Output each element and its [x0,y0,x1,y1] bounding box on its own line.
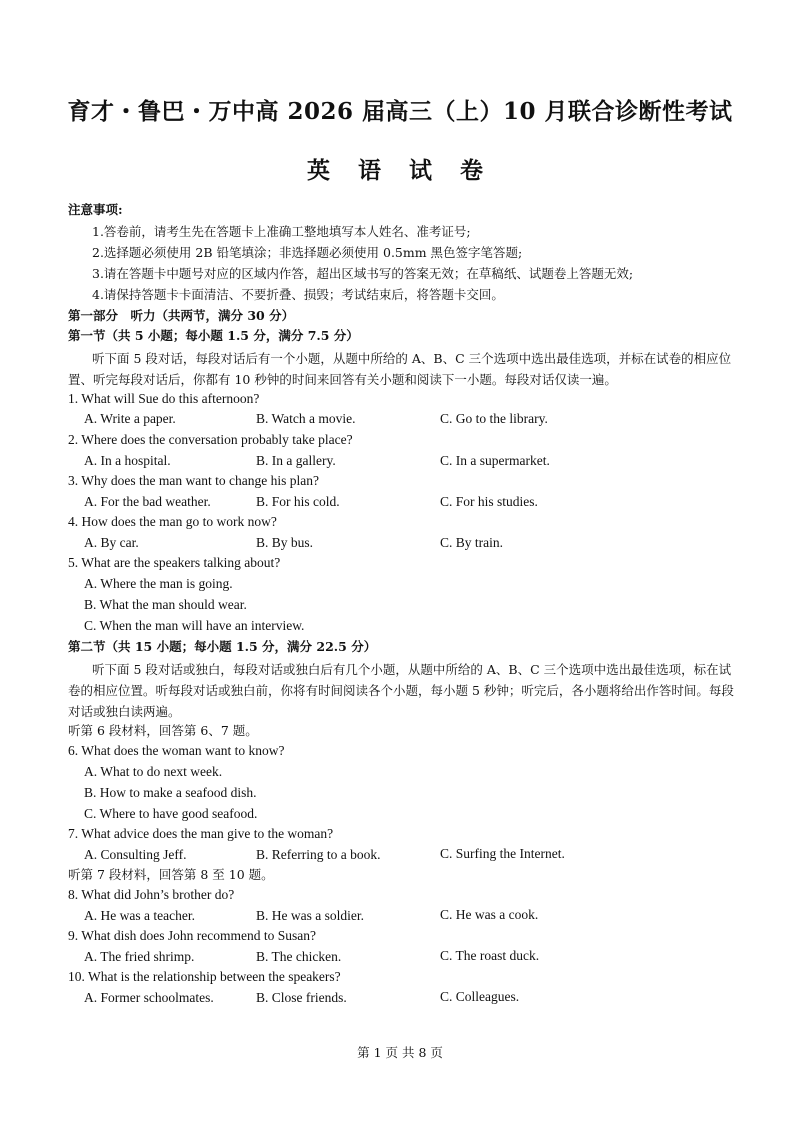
option-c: C. In a supermarket. [440,453,550,468]
option-c: C. The roast duck. [440,948,540,963]
option-a: A. Where the man is going. [84,576,233,591]
option-c: C. When the man will have an interview. [84,618,305,633]
option-a: A. He was a teacher. [84,908,195,923]
question-stem: 1. What will Sue do this afternoon? [68,391,260,406]
section1-instructions: 听下面 5 段对话，每段对话后有一个小题，从题中所给的 A、B、C 三个选项中选出最佳选项，并标在试卷的相应位置、听完每段对话后，你都有 10 秒钟的时间来回答有关小题和阅读下一小题。每段对话仅读一遍。 [68,351,732,387]
question-stem: 8. What did John’s brother do? [68,887,235,902]
option-b: B. In a gallery. [256,453,336,468]
notice-item: 4.请保持答题卡卡面清洁、不要折叠、损毁；考试结束后，将答题卡交回。 [92,287,504,302]
question-stem: 2. Where does the conversation probably take place? [68,432,353,447]
option-c: C. Go to the library. [440,411,548,426]
option-b: B. What the man should wear. [84,597,247,612]
material-note: 听第 7 段材料，回答第 8 至 10 题。 [68,867,274,882]
option-a: A. What to do next week. [84,764,223,779]
notice-item: 1.答卷前，请考生先在答题卡上准确工整地填写本人姓名、准考证号; [92,224,471,239]
notice-item: 3.请在答题卡中题号对应的区域内作答，超出区域书写的答案无效；在草稿纸、试题卷上答题无效; [92,266,634,281]
option-c: C. Where to have good seafood. [84,806,258,821]
option-b: B. The chicken. [256,949,342,964]
option-b: B. Close friends. [256,990,347,1005]
option-a: A. In a hospital. [84,453,171,468]
option-b: B. He was a soldier. [256,908,364,923]
option-c: C. He was a cook. [440,907,539,922]
notice-heading: 注意事项: [68,202,123,217]
option-b: B. For his cold. [256,494,340,509]
part1-heading: 第一部分 听力（共两节，满分 30 分） [68,308,295,323]
option-c: C. For his studies. [440,494,538,509]
option-a: A. For the bad weather. [84,494,211,509]
question-stem: 7. What advice does the man give to the woman? [68,826,334,841]
option-b: B. How to make a seafood dish. [84,785,257,800]
exam-title: 育才・鲁巴・万中高 2026 届高三（上）10 月联合诊断性考试 [67,98,733,125]
option-c: C. Colleagues. [440,989,520,1004]
question-stem: 3. Why does the man want to change his plan? [68,473,319,488]
exam-subtitle: 英 语 试 卷 [306,157,494,184]
question-stem: 9. What dish does John recommend to Susan? [68,928,316,943]
option-b: B. Referring to a book. [256,847,381,862]
question-stem: 5. What are the speakers talking about? [68,555,281,570]
section2-instructions: 听下面 5 段对话或独白，每段对话或独白后有几个小题，从题中所给的 A、B、C 三个选项中选出最佳选项，标在试卷的相应位置。听每段对话或独白前，你将有时间阅读各个小题，每小题 5 秒钟；听完后，各小题将给出作答时间。每段对话或独白读两遍。 [68,662,734,719]
section1-heading: 第一节（共 5 小题；每小题 1.5 分，满分 7.5 分） [68,328,359,343]
option-a: A. Former schoolmates. [84,990,214,1005]
option-b: B. By bus. [256,535,314,550]
option-c: C. Surfing the Internet. [440,846,565,861]
option-b: B. Watch a movie. [256,411,356,426]
section2-heading: 第二节（共 15 小题；每小题 1.5 分，满分 22.5 分） [68,639,377,654]
option-a: A. Write a paper. [84,411,176,426]
option-a: A. The fried shrimp. [84,949,195,964]
option-a: A. By car. [84,535,139,550]
option-a: A. Consulting Jeff. [84,847,187,862]
option-c: C. By train. [440,535,503,550]
notice-item: 2.选择题必须使用 2B 铅笔填涂；非选择题必须使用 0.5mm 黑色签字笔答题; [92,245,523,260]
page-number: 第 1 页 共 8 页 [357,1045,443,1060]
question-stem: 4. How does the man go to work now? [68,514,277,529]
material-note: 听第 6 段材料，回答第 6、7 题。 [68,723,258,738]
question-stem: 6. What does the woman want to know? [68,743,285,758]
question-stem: 10. What is the relationship between the speakers? [68,969,341,984]
